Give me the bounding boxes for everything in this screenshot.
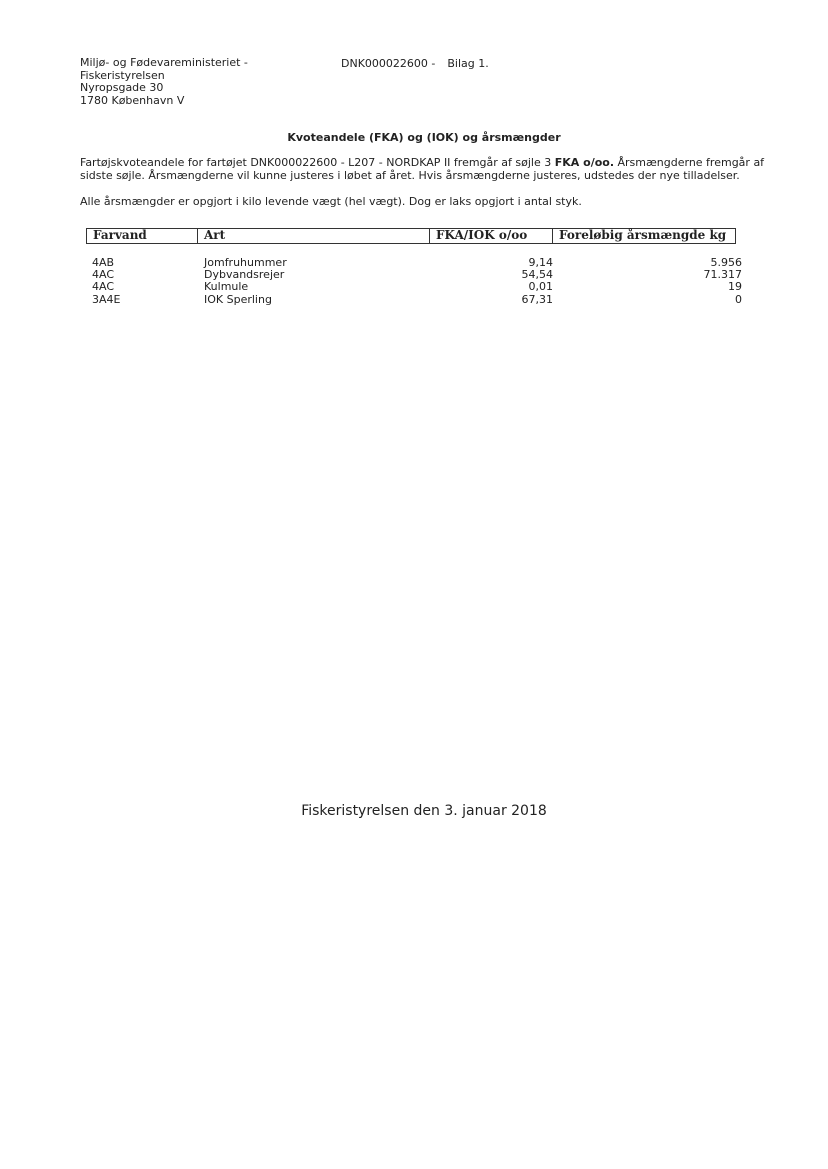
header-fka: FKA/IOK o/oo	[429, 229, 552, 243]
cell-fka: 54,54	[521, 268, 553, 282]
cell-art: Jomfruhummer	[204, 256, 287, 269]
quota-table-body	[80, 257, 742, 306]
intro-paragraph	[80, 156, 780, 182]
sender-address	[80, 57, 248, 107]
header-farvand: Farvand	[93, 228, 147, 242]
sender-street: Nyropsgade 30	[80, 81, 164, 94]
sender-ministry: Miljø- og Fødevareministeriet -	[80, 56, 248, 69]
cell-fka: 9,14	[528, 256, 553, 269]
cell-farvand: 4AC	[92, 268, 115, 282]
table-row	[80, 281, 742, 293]
quota-table-header	[86, 228, 736, 244]
table-row	[80, 257, 742, 269]
sender-agency: Fiskeristyrelsen	[80, 68, 165, 82]
intro-text-2: Årsmængderne fremgår af sidste søjle. Årsmængderne vil kunne justeres i løbet af året. Hvis årsmængderne justeres, udstedes der nye tilladelser.	[80, 156, 765, 182]
cell-kg: 71.317	[703, 268, 742, 282]
intro-text-bold: FKA o/oo.	[554, 156, 614, 169]
cell-art: Kulmule	[204, 280, 249, 294]
cell-farvand: 4AC	[92, 280, 115, 294]
document-reference	[341, 57, 489, 70]
header-art: Art	[197, 229, 429, 243]
cell-art: Dybvandsrejer	[204, 268, 285, 282]
table-row	[80, 269, 742, 281]
cell-fka: 67,31	[521, 292, 553, 306]
units-note: Alle årsmængder er opgjort i kilo levende vægt (hel vægt). Dog er laks opgjort i antal styk.	[80, 195, 582, 208]
intro-text-1: Fartøjskvoteandele for fartøjet DNK000022600 - L207 - NORDKAP II fremgår af søjle 3	[80, 156, 555, 169]
vessel-id: DNK000022600 -	[341, 57, 436, 70]
cell-farvand: 4AB	[92, 256, 115, 269]
cell-kg: 0	[735, 292, 742, 306]
cell-farvand: 3A4E	[92, 292, 121, 306]
cell-art: IOK Sperling	[204, 292, 272, 306]
attachment-label: Bilag 1.	[447, 57, 489, 70]
header-annual-kg: Foreløbig årsmængde kg	[552, 229, 735, 243]
table-row	[80, 294, 742, 306]
cell-kg: 5.956	[710, 256, 742, 269]
signature-date-line: Fiskeristyrelsen den 3. januar 2018	[301, 803, 547, 819]
cell-fka: 0,01	[528, 280, 553, 294]
cell-kg: 19	[728, 280, 742, 294]
document-title: Kvoteandele (FKA) og (IOK) og årsmængder	[287, 131, 561, 144]
sender-city: 1780 København V	[80, 93, 185, 107]
